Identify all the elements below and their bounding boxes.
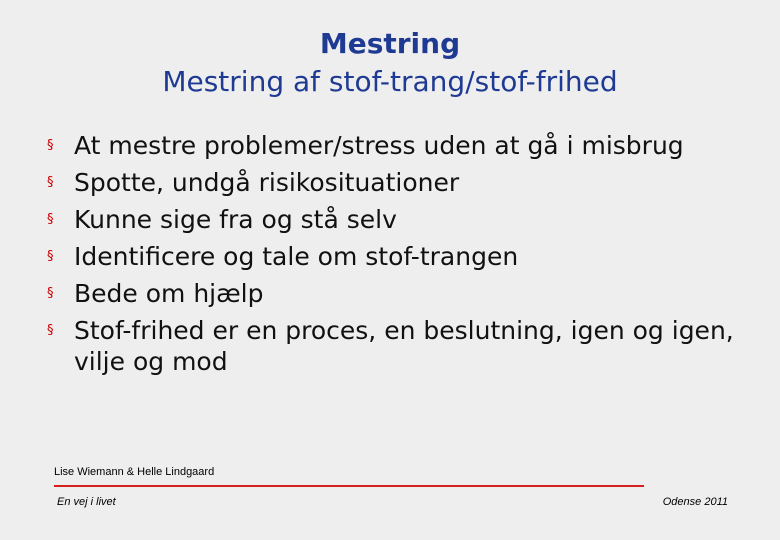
slide-subtitle: Mestring af stof-trang/stof-frihed — [162, 65, 618, 98]
bullet-text: Stof-frihed er en proces, en beslutning, igen og igen, vilje og mod — [74, 316, 734, 376]
bullet-icon: § — [47, 323, 54, 338]
footer-right-text: Odense 2011 — [662, 496, 728, 508]
bullet-icon: § — [47, 286, 54, 301]
footer-divider — [54, 485, 644, 487]
bullet-text: At mestre problemer/stress uden at gå i misbrug — [74, 131, 684, 160]
bullet-text: Bede om hjælp — [74, 279, 264, 308]
footer-left-text: En vej i livet — [57, 496, 116, 508]
bullet-text: Identificere og tale om stof-trangen — [74, 242, 519, 271]
bullet-text: Spotte, undgå risikosituationer — [74, 168, 460, 197]
bullet-icon: § — [47, 138, 54, 153]
bullet-list — [44, 130, 734, 383]
bullet-icon: § — [47, 175, 54, 190]
bullet-item — [44, 130, 734, 161]
footer-author: Lise Wiemann & Helle Lindgaard — [54, 466, 215, 478]
bullet-item — [44, 278, 734, 309]
bullet-item — [44, 241, 734, 272]
bullet-icon: § — [47, 212, 54, 227]
bullet-item — [44, 167, 734, 198]
bullet-item — [44, 315, 734, 377]
bullet-item — [44, 204, 734, 235]
bullet-text: Kunne sige fra og stå selv — [74, 205, 397, 234]
bullet-icon: § — [47, 249, 54, 264]
slide-title: Mestring — [319, 27, 461, 60]
